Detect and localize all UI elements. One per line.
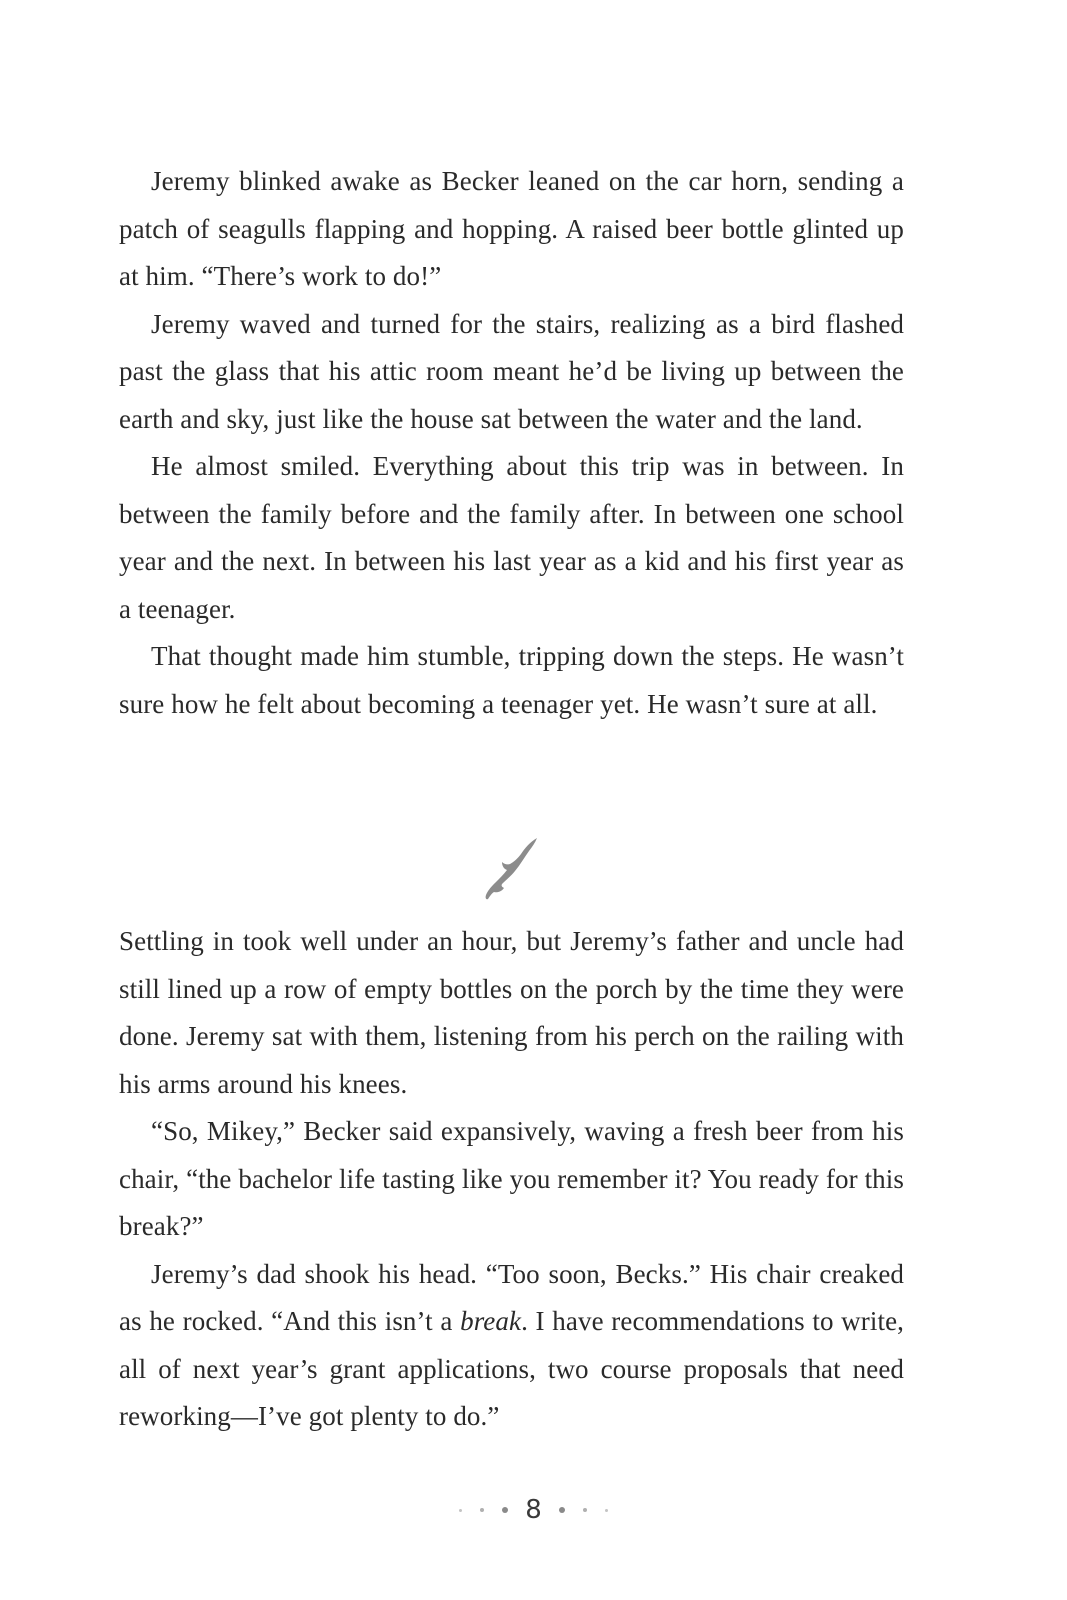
folio-dot [559,1507,565,1513]
folio-dot [459,1509,462,1512]
folio-dot [502,1507,508,1513]
seagull-icon [480,836,540,902]
folio-dot [480,1508,484,1512]
paragraph: That thought made him stumble, tripping down the steps. He wasn’t sure how he felt about becoming a teenager yet. He wasn’t sure at all. [119,641,904,719]
paragraph: “So, Mikey,” Becker said expansively, waving a fresh beer from his chair, “the bachelor life tasting like you remember it? You ready for this break?” [119,1116,904,1241]
page-folio [0,1490,1067,1530]
paragraph: Jeremy blinked awake as Becker leaned on the car horn, sending a patch of seagulls flapping and hopping. A raised beer bottle glinted up at him. “There’s work to do!” [119,166,904,291]
page-number: 8 [525,1495,542,1525]
paragraph [119,1251,904,1441]
paragraph-text: . I have recommendations to write, all of next year’s grant applications, two course proposals that need reworking—I’ve got plenty to do.” [119,1306,905,1431]
folio-dot [605,1509,608,1512]
italic-emphasis: break [460,1306,522,1336]
paragraph: Settling in took well under an hour, but Jeremy’s father and uncle had still lined up a row of empty bottles on the porch by the time they were done. Jeremy sat with them, listening from his perch on the railing with his arms around his knees. [119,926,904,1099]
paragraph-text: Jeremy’s dad shook his head. “Too soon, Becks.” His chair creaked as he rocked. “And this isn’t a [119,1258,904,1336]
paragraph: He almost smiled. Everything about this trip was in between. In between the family before and the family after. In between one school year and the next. In between his last year as a kid and his first year as a teenager. [119,451,904,624]
paragraph: Jeremy waved and turned for the stairs, realizing as a bird flashed past the glass that his attic room meant he’d be living up between the earth and sky, just like the house sat between the water and the land. [119,308,904,434]
text-block-top [119,158,904,728]
folio-dot [583,1508,587,1512]
text-block-bottom [119,918,904,1441]
